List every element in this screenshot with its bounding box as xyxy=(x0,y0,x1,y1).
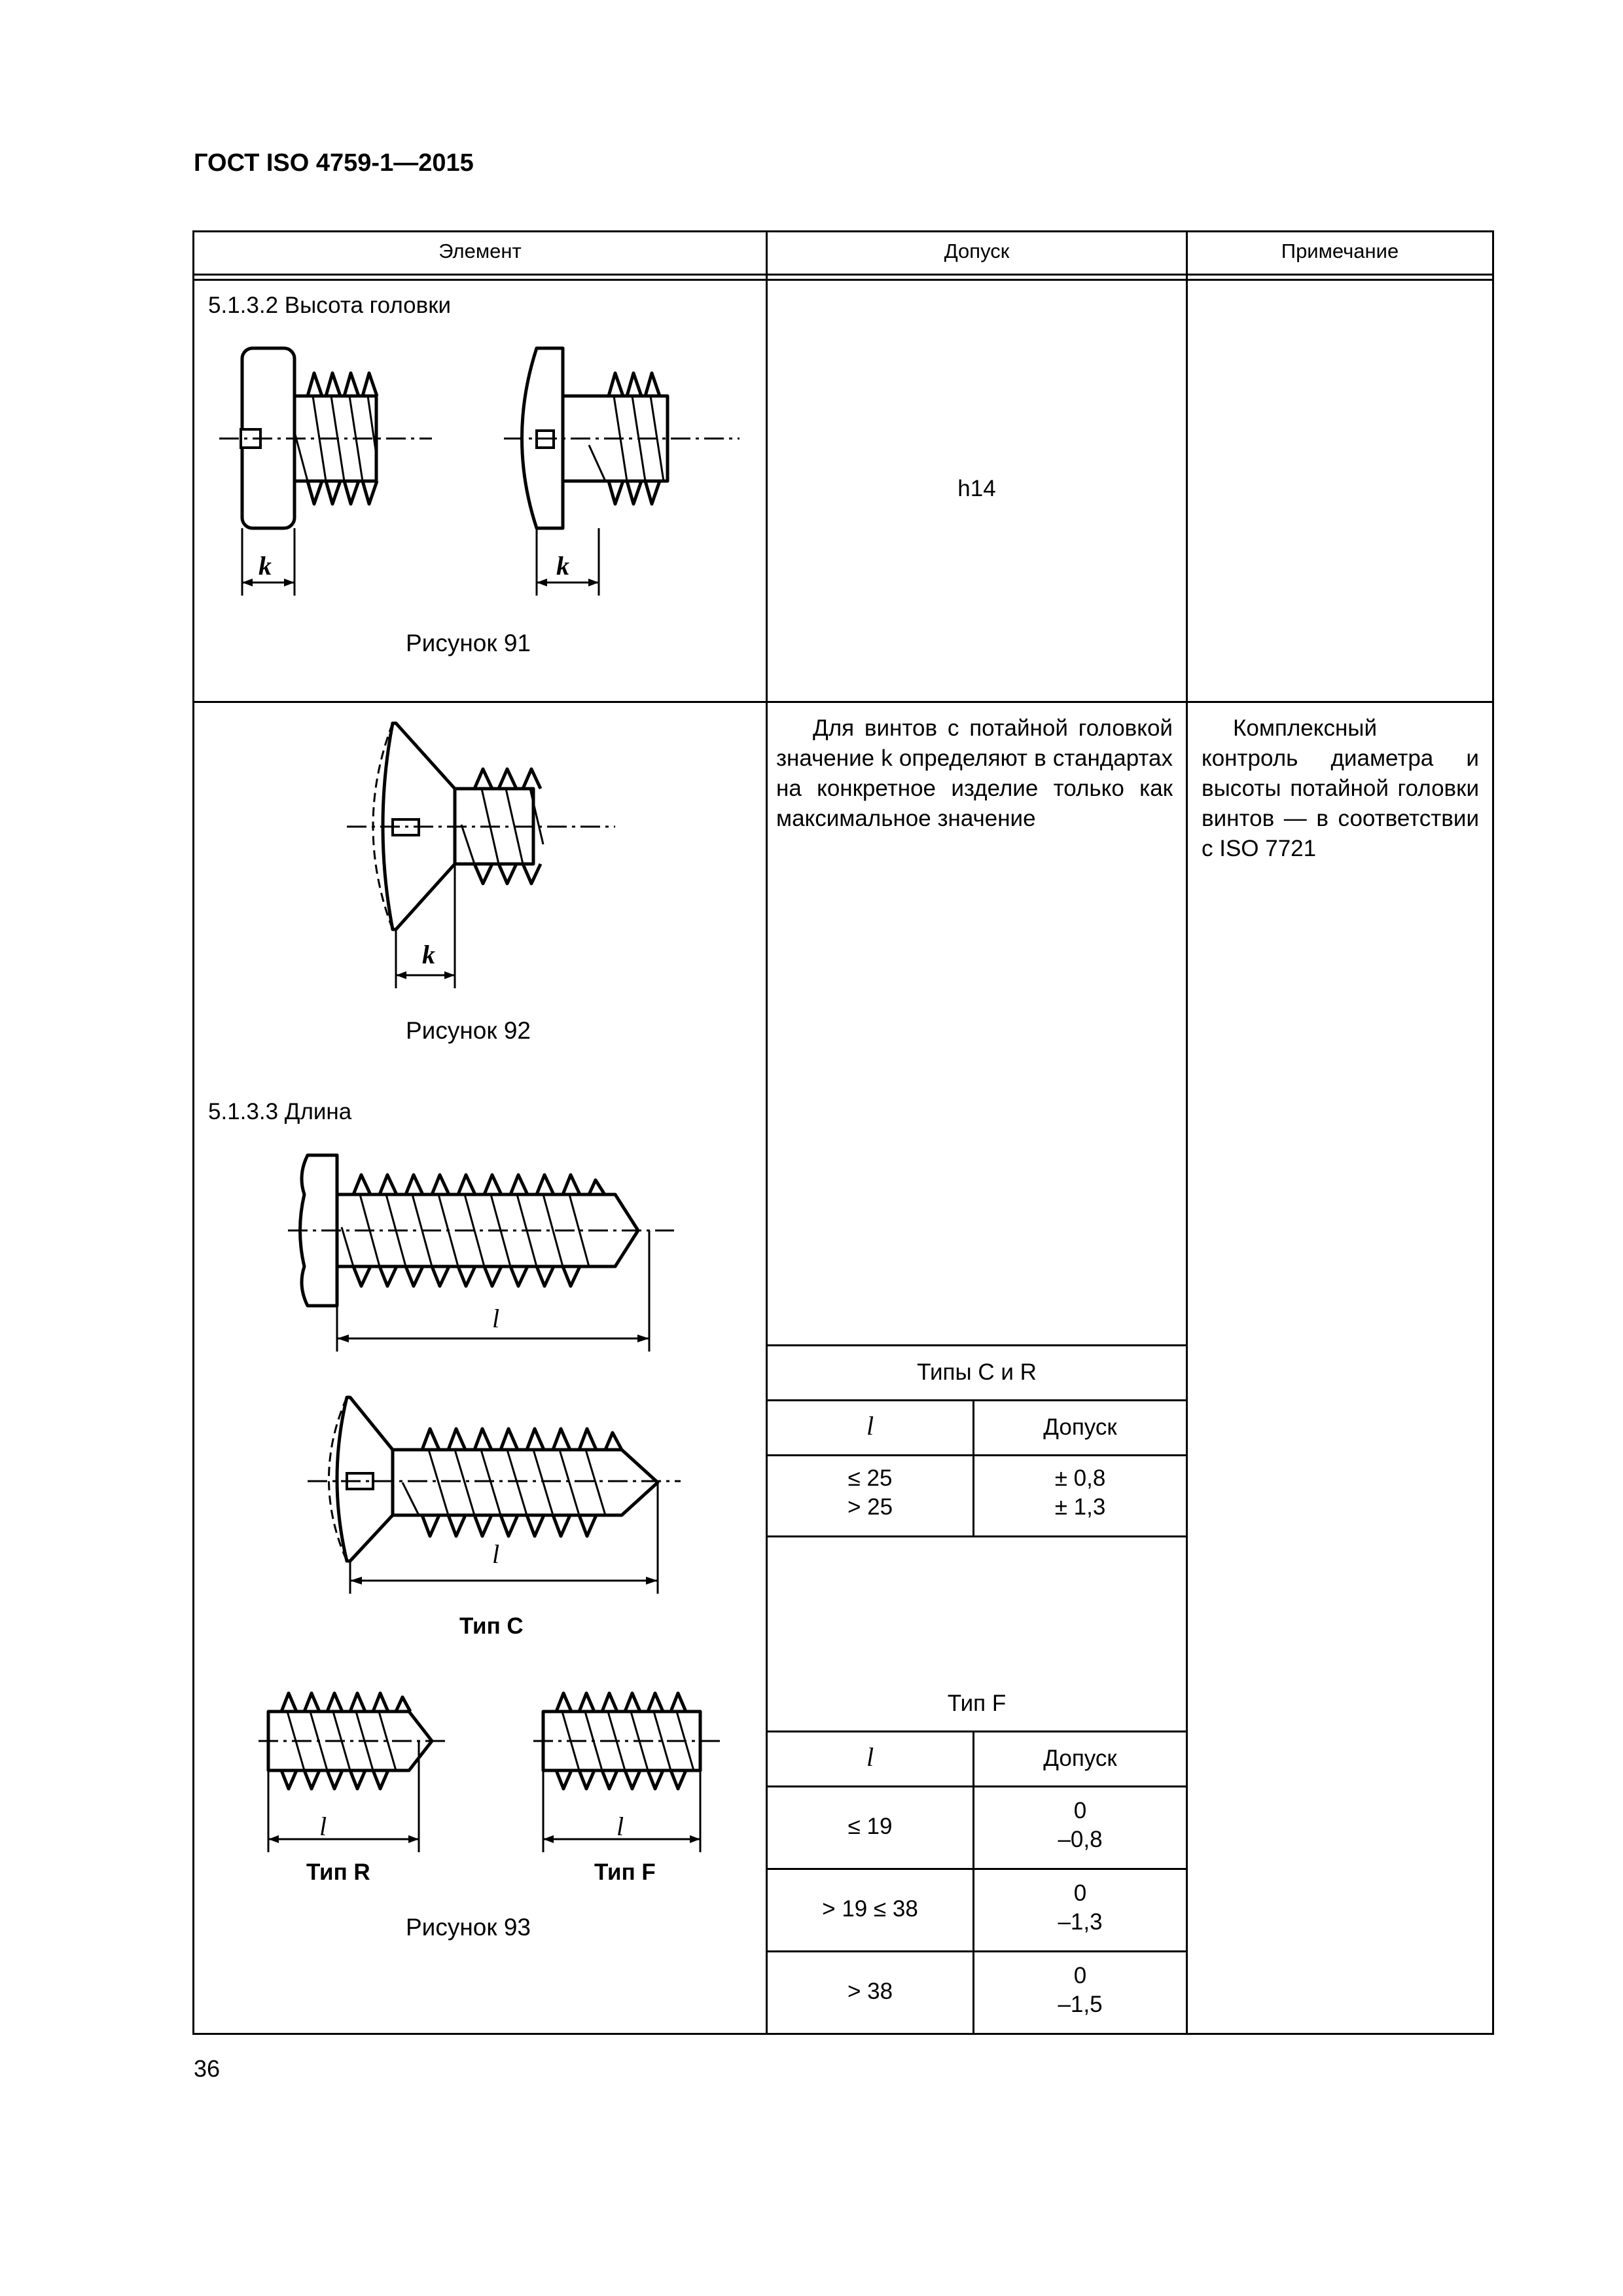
dim-label-l: l xyxy=(616,1812,624,1841)
figure-caption-92: Рисунок 92 xyxy=(406,1017,531,1044)
cell-tolerance-lower: –1,3 xyxy=(1058,1909,1103,1935)
tolerance-h14: h14 xyxy=(957,476,996,501)
figure-caption-91: Рисунок 91 xyxy=(406,630,531,656)
figure-92-countersunk-screw xyxy=(347,713,622,995)
cell-l: ≤ 19 xyxy=(847,1814,893,1839)
col-header-tolerance: Допуск xyxy=(1043,1746,1117,1771)
figure-91-pan-head-screw xyxy=(497,340,746,602)
subtable-title-cr: Типы С и R xyxy=(917,1359,1037,1385)
figure-91-cheese-head-screw xyxy=(216,340,438,602)
col-header-l: l xyxy=(866,1742,874,1772)
tolerance-note-countersunk: Для винтов с потайной головкой значение k определяют в стандартах на конкретное изделие только как максимальное значение xyxy=(776,715,1173,831)
col-header-l: l xyxy=(866,1411,874,1441)
note-iso-7721: Комплексный контроль диаметра и высоты потайной головки винтов — в соответствии с ISO 7721 xyxy=(1202,715,1479,861)
figure-caption-93: Рисунок 93 xyxy=(406,1914,531,1941)
col-header-tolerance: Допуск xyxy=(1043,1414,1117,1440)
dim-label-k: k xyxy=(422,940,435,969)
figure-93-type-r xyxy=(259,1679,448,1856)
cell-l: > 38 xyxy=(847,1979,893,2004)
cell-tolerance-upper: 0 xyxy=(1073,1880,1087,1906)
subtable-title-f: Тип F xyxy=(947,1691,1007,1716)
cell-tolerance-upper: 0 xyxy=(1073,1798,1087,1823)
dim-label-l: l xyxy=(492,1304,500,1333)
dim-label-k: k xyxy=(259,551,272,581)
header-note: Примечание xyxy=(1281,240,1399,262)
section-head-length: 5.1.3.3 Длина xyxy=(208,1099,352,1124)
cell-l: > 25 xyxy=(847,1494,893,1520)
cell-tolerance-lower: –1,5 xyxy=(1058,1992,1103,2017)
type-r-label: Тип R xyxy=(306,1859,370,1885)
figure-93-type-f xyxy=(533,1679,723,1856)
cell-tolerance: ± 0,8 xyxy=(1054,1465,1106,1491)
header-element: Элемент xyxy=(438,240,522,262)
section-head-height: 5.1.3.2 Высота головки xyxy=(208,293,452,318)
dim-label-l: l xyxy=(492,1539,500,1569)
header-tolerance: Допуск xyxy=(944,240,1010,262)
page-number: 36 xyxy=(194,2055,221,2082)
cell-l: > 19 ≤ 38 xyxy=(822,1896,918,1922)
cell-tolerance-lower: –0,8 xyxy=(1058,1827,1103,1852)
cell-tolerance: ± 1,3 xyxy=(1054,1494,1106,1520)
figure-93-tapping-screw-pan xyxy=(288,1149,681,1358)
cell-l: ≤ 25 xyxy=(847,1465,893,1491)
type-c-label: Тип С xyxy=(459,1613,524,1639)
dim-label-l: l xyxy=(319,1812,327,1841)
cell-tolerance-upper: 0 xyxy=(1073,1963,1087,1988)
type-f-label: Тип F xyxy=(594,1859,656,1885)
dim-label-k: k xyxy=(556,551,569,581)
page-title: ГОСТ ISO 4759-1—2015 xyxy=(194,149,474,177)
